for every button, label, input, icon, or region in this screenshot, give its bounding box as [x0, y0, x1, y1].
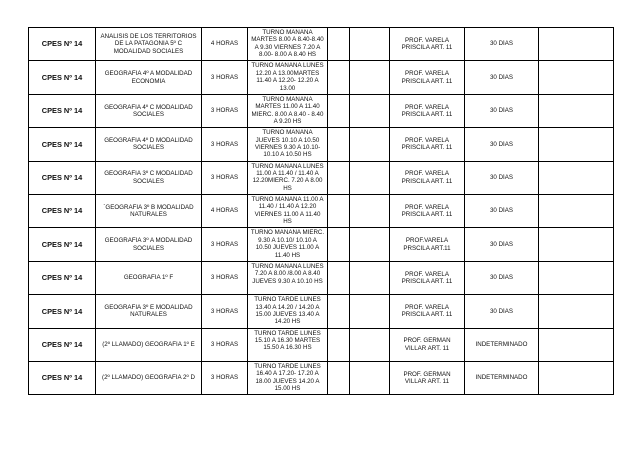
school-cell [29, 128, 96, 161]
empty-cell [328, 28, 350, 61]
duration-cell [465, 161, 539, 194]
hours-cell [202, 361, 248, 394]
hours-text: 3 HORAS [210, 240, 239, 248]
empty-cell [539, 28, 614, 61]
school-cell [29, 328, 96, 361]
subject-text: GEOGRAFIA 4º D MODALIDAD SOCIALES [104, 136, 193, 152]
hours-cell [202, 228, 248, 261]
school-cell [29, 161, 96, 194]
empty-cell [350, 228, 390, 261]
empty-cell [539, 328, 614, 361]
empty-cell [328, 328, 350, 361]
subject-text: (2º LLAMADO) GEOGRAFIA 1º E [102, 341, 195, 348]
school-cell [29, 261, 96, 294]
teacher-cell [390, 261, 465, 294]
schedule-cell [248, 361, 328, 394]
subject-cell [96, 161, 202, 194]
school-cell [29, 61, 96, 94]
schedule-cell [248, 261, 328, 294]
empty-cell [328, 161, 350, 194]
duration-cell [465, 28, 539, 61]
teacher-text: PROF. VARELA PRISCILA ART. 11 [401, 203, 453, 219]
schedule-sheet [28, 27, 613, 395]
table-row [29, 61, 614, 94]
hours-cell [202, 261, 248, 294]
subject-text: GEOGRAFIA 3º E MODALIDAD NATURALES [104, 303, 193, 319]
school-cell [29, 28, 96, 61]
school-text: CPES Nº 14 [41, 107, 83, 115]
hours-text: 3 HORAS [210, 341, 239, 348]
duration-cell [465, 295, 539, 328]
hours-text: 3 HORAS [210, 174, 239, 182]
subject-text: ´GEOGRAFIA 3º B MODALIDAD NATURALES [103, 203, 194, 219]
schedule-text: TURNO MAÑANA MARTES 11.00 A 11.40 MIERC. 8.00 A 8.40 - 8.40 A 9.20 HS [251, 95, 324, 125]
subject-text: GEOGRAFIA 3º C MODALIDAD SOCIALES [104, 170, 193, 185]
subject-cell [96, 94, 202, 127]
empty-cell [539, 161, 614, 194]
schedule-text: TURNO TARDE LUNES 15.10 A 16.30 MARTES 15.50 A 16.30 HS [254, 329, 321, 352]
teacher-text: PROF. GERMAN VILLAR ART. 11 [403, 370, 451, 386]
hours-cell [202, 61, 248, 94]
duration-cell [465, 228, 539, 261]
schedule-cell [248, 295, 328, 328]
schedule-text: TURNO MAÑANA MARTES 8.00 A 8.40-8.40 A 9.30 VIERNES 7.20 A 8.00- 8.00 A 8.40 HS [251, 29, 324, 59]
schedule-text: TURNO MAÑANA LUNES 7.20 A 8.00 /8.00 A 8.40 JUEVES 9.30 A 10.10 HS [251, 262, 324, 285]
empty-cell [328, 94, 350, 127]
empty-cell [350, 295, 390, 328]
duration-cell [465, 94, 539, 127]
teacher-cell [390, 61, 465, 94]
schedule-cell [248, 194, 328, 227]
school-cell [29, 295, 96, 328]
empty-cell [328, 194, 350, 227]
empty-cell [539, 361, 614, 394]
duration-cell [465, 361, 539, 394]
empty-cell [350, 161, 390, 194]
teacher-cell [390, 128, 465, 161]
hours-cell [202, 194, 248, 227]
empty-cell [328, 128, 350, 161]
empty-cell [328, 61, 350, 94]
schedule-cell [248, 328, 328, 361]
school-cell [29, 194, 96, 227]
schedule-cell [248, 161, 328, 194]
duration-text: 30 DÍAS [489, 274, 514, 282]
empty-cell [539, 261, 614, 294]
school-cell [29, 228, 96, 261]
duration-text: 30 DÍAS [489, 140, 514, 148]
subject-text: GEOGRAFIA 4º C MODALIDAD SOCIALES [104, 103, 193, 118]
school-text: CPES Nº 14 [41, 374, 83, 382]
duration-cell [465, 194, 539, 227]
duration-text: INDETERMINADO [475, 341, 528, 348]
subject-cell [96, 228, 202, 261]
table-row [29, 161, 614, 194]
empty-cell [350, 94, 390, 127]
hours-text: 3 HORAS [210, 374, 239, 382]
table-row [29, 28, 614, 61]
schedule-text: TURNO MAÑANA MIERC. 9.30 A 10.10/ 10.10 A 10.50 JUEVES 11.00 A 11.40 HS [250, 229, 325, 259]
teacher-text: PROF. VARELA PRISCILA ART. 11 [401, 36, 453, 52]
schedule-text: TURNO TARDE LUNES 16.40 A 17.20- 17.20 A 18.00 JUEVES 14.20 A 15.00 HS [254, 362, 321, 393]
subject-cell [96, 194, 202, 227]
duration-text: 30 DÍAS [489, 174, 514, 182]
teacher-cell [390, 28, 465, 61]
empty-cell [350, 61, 390, 94]
empty-cell [539, 61, 614, 94]
hours-text: 3 HORAS [210, 107, 239, 115]
schedule-text: TURNO TARDE LUNES 13.40 A 14.20 / 14.20 A 15.00 JUEVES 13.40 A 14.20 HS [254, 296, 321, 326]
school-text: CPES Nº 14 [41, 341, 83, 349]
subject-text: GEOGRAFIA 1º F [123, 274, 174, 282]
duration-cell [465, 261, 539, 294]
teacher-cell [390, 194, 465, 227]
schedule-cell [248, 128, 328, 161]
duration-text: 30 DÍAS [489, 73, 514, 81]
empty-cell [539, 295, 614, 328]
schedule-text: TURNO MAÑANA LUNES 11.00 A 11.40 / 11.40 A 12.20MIERC. 7.20 A 8.00 HS [251, 162, 324, 192]
hours-text: 3 HORAS [210, 274, 239, 282]
empty-cell [350, 261, 390, 294]
duration-text: 30 DÍAS [489, 207, 514, 215]
schedule-cell [248, 61, 328, 94]
empty-cell [539, 228, 614, 261]
teacher-text: PROF. GERMAN VILLAR ART. 11 [403, 337, 451, 352]
hours-text: 3 HORAS [210, 307, 239, 315]
empty-cell [350, 328, 390, 361]
schedule-cell [248, 228, 328, 261]
empty-cell [350, 194, 390, 227]
table-row [29, 194, 614, 227]
duration-cell [465, 61, 539, 94]
teacher-text: PROF. VARELA PRISCILA ART. 11 [401, 136, 453, 152]
schedule-cell [248, 28, 328, 61]
schedule-text: TURNO MAÑANA 11.00 A 11.40 / 11.40 A 12.20 VIERNES 11.00 A 11.40 HS [251, 195, 324, 226]
table-row [29, 261, 614, 294]
hours-cell [202, 328, 248, 361]
subject-text: ANALISIS DE LOS TERRITORIOS DE LA PATAGONIA 5º C MODALIDAD SOCIALES [100, 33, 197, 55]
table-row [29, 228, 614, 261]
table-row [29, 328, 614, 361]
subject-text: GEOGRAFIA 3º A MODALIDAD SOCIALES [104, 237, 193, 252]
hours-text: 4 HORAS [210, 40, 239, 48]
table-row [29, 128, 614, 161]
schedule-text: TURNO MAÑANA JUEVES 10.10 A 10.50 VIERNES 9.30 A 10.10-10.10 A 10.50 HS [254, 129, 321, 159]
duration-text: 30 DÍAS [489, 107, 514, 115]
teacher-cell [390, 94, 465, 127]
hours-cell [202, 295, 248, 328]
hours-cell [202, 161, 248, 194]
duration-text: 30 DÍAS [489, 307, 514, 315]
school-cell [29, 94, 96, 127]
subject-text: (2º LLAMADO) GEOGRAFIA 2º D [102, 374, 195, 382]
duration-text: 30 DÍAS [489, 240, 514, 248]
school-text: CPES Nº 14 [41, 174, 83, 182]
school-text: CPES Nº 14 [41, 274, 83, 282]
teacher-cell [390, 295, 465, 328]
schedule-text: TURNO MAÑANA LUNES 12.20 A 13.00MARTES 11.40 A 12.20- 12.20 A 13.00 [251, 62, 324, 92]
subject-cell [96, 61, 202, 94]
subject-cell [96, 361, 202, 394]
empty-cell [539, 128, 614, 161]
table-row [29, 361, 614, 394]
teacher-cell [390, 161, 465, 194]
teacher-text: PROF. VARELA PRISCILA ART. 11 [401, 170, 453, 185]
school-text: CPES Nº 14 [41, 207, 83, 215]
empty-cell [328, 295, 350, 328]
duration-cell [465, 128, 539, 161]
teacher-text: PROF. VARELA PRISCILA ART. 11 [401, 70, 453, 85]
empty-cell [350, 28, 390, 61]
hours-text: 3 HORAS [210, 140, 239, 148]
subject-cell [96, 295, 202, 328]
duration-text: INDETERMINADO [475, 374, 528, 382]
empty-cell [328, 228, 350, 261]
teacher-text: PROF.VARELA PRSCILA ART.11 [403, 237, 451, 252]
teacher-cell [390, 228, 465, 261]
teacher-cell [390, 361, 465, 394]
hours-text: 4 HORAS [210, 207, 239, 215]
teacher-cell [390, 328, 465, 361]
empty-cell [350, 361, 390, 394]
subject-cell [96, 261, 202, 294]
empty-cell [350, 128, 390, 161]
assignments-table [28, 27, 614, 395]
teacher-text: PROF. VARELA PRISCILA ART. 11 [401, 303, 453, 319]
subject-text: GEOGRAFIA 4º A MODALIDAD ECONOMIA [104, 70, 193, 85]
school-text: CPES Nº 14 [41, 73, 83, 82]
school-cell [29, 361, 96, 394]
duration-text: 30 DÍAS [489, 40, 514, 48]
hours-text: 3 HORAS [210, 73, 239, 81]
hours-cell [202, 28, 248, 61]
duration-cell [465, 328, 539, 361]
subject-cell [96, 28, 202, 61]
hours-cell [202, 128, 248, 161]
schedule-cell [248, 94, 328, 127]
teacher-text: PROF. VARELA PRISCILA ART. 11 [401, 270, 453, 285]
empty-cell [328, 361, 350, 394]
school-text: CPES Nº 14 [41, 307, 83, 316]
table-row [29, 94, 614, 127]
school-text: CPES Nº 14 [41, 40, 83, 48]
teacher-text: PROF. VARELA PRISCILA ART. 11 [401, 103, 453, 118]
subject-cell [96, 328, 202, 361]
hours-cell [202, 94, 248, 127]
empty-cell [539, 194, 614, 227]
table-row [29, 295, 614, 328]
school-text: CPES Nº 14 [41, 240, 83, 249]
subject-cell [96, 128, 202, 161]
empty-cell [539, 94, 614, 127]
empty-cell [328, 261, 350, 294]
school-text: CPES Nº 14 [41, 140, 83, 149]
